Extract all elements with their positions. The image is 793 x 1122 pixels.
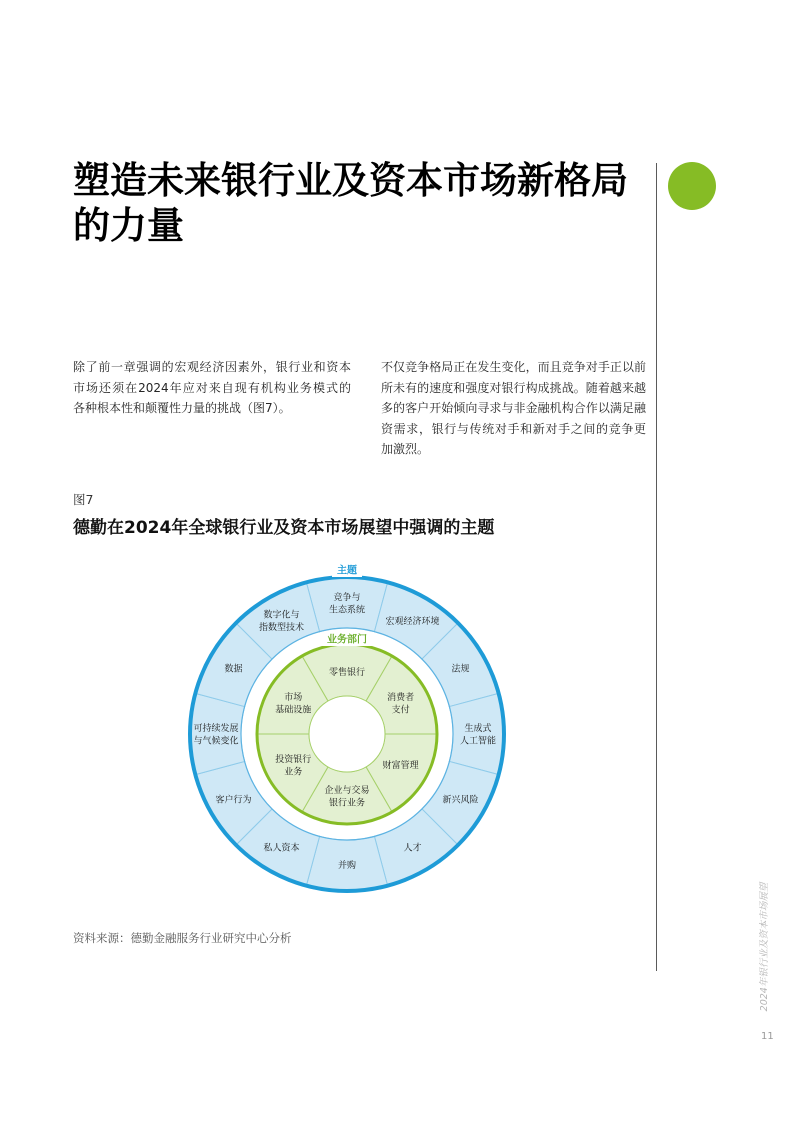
intro-paragraph-right [381, 357, 646, 460]
center-hole [309, 696, 385, 772]
theme-label [225, 663, 243, 675]
intro-right-line: 不仅竞争格局正在发生变化，而且竞争对手正以前 [381, 360, 646, 374]
unit-label-line: 支付 [391, 705, 410, 716]
unit-label-line: 市场 [284, 692, 303, 703]
intro-paragraph-left [73, 357, 351, 419]
theme-ring-title: 主题 [337, 565, 357, 577]
theme-label-line: 生成式 [464, 723, 492, 734]
title-line: 的力量 [73, 204, 184, 247]
theme-label-line: 法规 [451, 664, 470, 675]
intro-right-line: 所未有的速度和强度对银行构成挑战。随着越来越 [381, 380, 646, 395]
title-line: 塑造未来银行业及资本市场新格局 [73, 159, 628, 202]
theme-label [263, 842, 299, 854]
theme-label [385, 615, 439, 627]
unit-label [329, 666, 365, 678]
theme-label-line: 生态系统 [328, 605, 366, 616]
unit-label-line: 基础设施 [275, 705, 312, 716]
accent-dot [668, 162, 716, 210]
unit-label-line: 企业与交易 [324, 785, 370, 796]
figure-title: 德勤在2024年全球银行业及资本市场展望中强调的主题 [73, 518, 495, 538]
theme-label-line: 人工智能 [459, 736, 497, 747]
unit-ring-title: 业务部门 [327, 634, 367, 646]
intro-right-line: 加激烈。 [381, 442, 430, 457]
running-header: 2024年银行业及资本市场展望 [759, 882, 770, 1012]
unit-label [383, 759, 419, 771]
theme-label-line: 新兴风险 [442, 795, 479, 806]
unit-label-line: 零售银行 [328, 668, 366, 679]
theme-label-line: 宏观经济环境 [385, 616, 440, 627]
intro-left-line: 市场还须在2024年应对来自现有机构业务模式的 [73, 380, 351, 395]
source-note: 资料来源：德勤金融服务行业研究中心分析 [73, 931, 292, 945]
theme-label-line: 指数型技术 [258, 623, 305, 634]
theme-label [216, 794, 252, 806]
theme-label-line: 数字化与 [263, 610, 300, 621]
theme-sector [449, 693, 504, 774]
unit-label-line: 财富管理 [382, 761, 419, 772]
intro-right-line: 资需求，银行与传统对手和新对手之间的竞争更 [381, 421, 646, 436]
intro-right-line: 多的客户开始倾向寻求与非金融机构合作以满足融 [381, 401, 646, 416]
vertical-divider [656, 163, 657, 971]
theme-label-line: 竞争与 [333, 592, 361, 603]
page-title [73, 158, 628, 248]
intro-left-line: 各种根本性和颠覆性力量的挑战（图7）。 [73, 401, 291, 416]
theme-label [442, 794, 478, 806]
theme-label-line: 与气候变化 [193, 736, 239, 747]
themes-ring-diagram [177, 558, 517, 898]
theme-label-line: 可持续发展 [193, 723, 239, 734]
theme-label-line: 私人资本 [263, 843, 300, 854]
theme-sector [190, 693, 245, 774]
unit-label-line: 业务 [284, 767, 303, 778]
intro-left-line: 除了前一章强调的宏观经济因素外，银行业和资本 [73, 360, 351, 374]
theme-label [451, 663, 469, 675]
figure-number: 图7 [73, 492, 94, 507]
theme-label-line: 数据 [224, 664, 243, 675]
theme-label-line: 人才 [403, 843, 422, 854]
page-number: 11 [761, 1031, 774, 1042]
unit-label-line: 投资银行 [275, 754, 312, 765]
theme-label-line: 客户行为 [215, 795, 252, 806]
theme-label-line: 并购 [337, 861, 357, 872]
theme-label [403, 842, 421, 854]
theme-label [338, 859, 356, 871]
theme-sector [306, 577, 387, 632]
unit-label-line: 消费者 [387, 692, 415, 703]
unit-label-line: 银行业务 [328, 798, 366, 809]
